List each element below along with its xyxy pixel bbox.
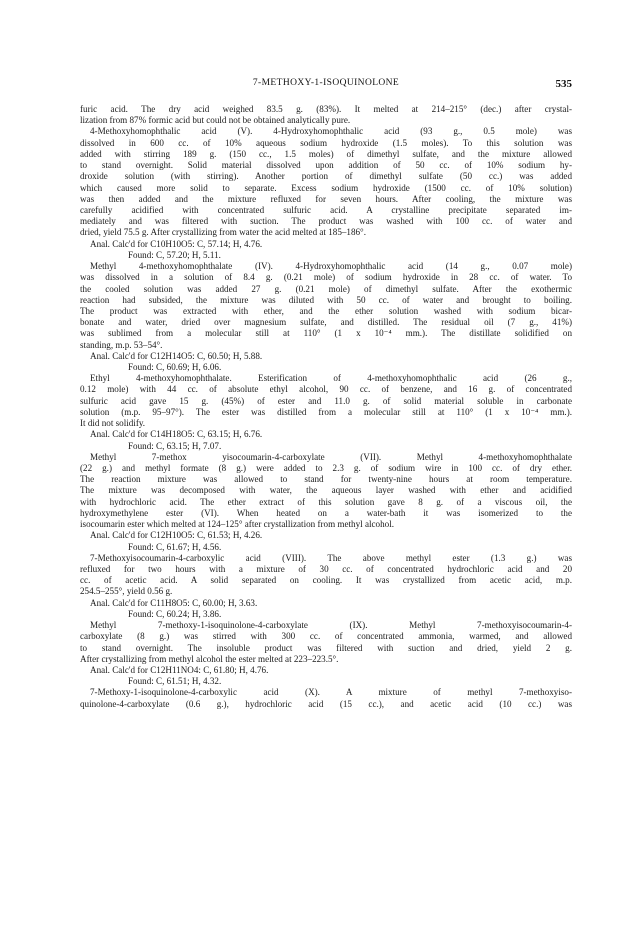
text-line: Anal. Calc'd for C14H18O5: C, 63.15; H, 6.76.	[90, 429, 263, 440]
text-line: Anal. Calc'd for C11H8O5: C, 60.00; H, 3.63.	[90, 597, 258, 608]
text-line: which caused more solid to separate. Excess sodium hydroxide (1500 cc. of 10% solution)	[80, 182, 572, 193]
text-line: was sublimed from a molecular still at 110° (1 x 10⁻⁴ mm.). The distillate solidified on	[80, 328, 572, 339]
text-line: The reaction mixture was allowed to stand for twenty-nine hours at room temperature.	[80, 474, 572, 485]
text-line: Found: C, 61.67; H, 4.56.	[128, 541, 222, 552]
text-line: furic acid. The dry acid weighed 83.5 g. (83%). It melted at 214–215° (dec.) after crystal-	[80, 104, 572, 114]
page-header	[80, 78, 572, 92]
text-line: reaction had subsided, the mixture was diluted with 50 cc. of water and brought to boiling.	[80, 294, 572, 305]
text-line: Methyl 7-methox yisocoumarin-4-carboxylate (VII). Methyl 4-methoxyhomophthalate	[90, 451, 572, 462]
text-line: quinolone-4-carboxylate (0.6 g.), hydrochloric acid (15 cc.), and acetic acid (10 cc.) was	[80, 698, 572, 709]
running-title: 7-METHOXY-1-ISOQUINOLONE	[252, 78, 400, 88]
text-line: mediately and was filtered with suction. The product was washed with 100 cc. of water and	[80, 216, 572, 227]
text-line: 7-Methoxy-1-isoquinolone-4-carboxylic acid (X). A mixture of methyl 7-methoxyiso-	[90, 687, 572, 698]
text-line: cc. of acetic acid. A solid separated on cooling. It was crystallized from acetic acid, m.p.	[80, 575, 572, 586]
text-line: Anal. Calc'd for C12H11NO4: C, 61.80; H, 4.76.	[90, 664, 269, 675]
text-line: isocoumarin ester which melted at 124–125° after crystallization from methyl alcohol.	[80, 519, 394, 530]
text-line: 4-Methoxyhomophthalic acid (V). 4-Hydroxyhomophthalic acid (93 g., 0.5 mole) was	[90, 126, 572, 137]
text-line: Methyl 4-methoxyhomophthalate (IV). 4-Hydroxyhomophthalic acid (14 g., 0.07 mole)	[90, 261, 572, 272]
text-line: 7-Methoxyisocoumarin-4-carboxylic acid (VIII). The above methyl ester (1.3 g.) was	[90, 552, 572, 563]
text-line: Found: C, 60.69; H, 6.06.	[128, 362, 222, 373]
text-line: (22 g.) and methyl formate (8 g.) were added to 2.3 g. of sodium wire in 100 cc. of dry ether.	[80, 463, 572, 473]
text-line: bonate and water, dried over magnesium sulfate, and distilled. The residual oil (7 g., 41%)	[80, 317, 572, 328]
text-line: added with stirring 189 g. (150 cc., 1.5 moles) of dimethyl sulfate, and the mixture allowed	[80, 148, 572, 159]
text-line: Found: C, 61.51; H, 4.32.	[128, 676, 222, 687]
text-line: Found: C, 60.24; H, 3.86.	[128, 608, 222, 619]
text-line: sulfuric acid gave 15 g. (45%) of ester and 11.0 g. of solid material soluble in carbonate	[80, 395, 572, 406]
text-line: Methyl 7-methoxy-1-isoquinolone-4-carboxylate (IX). Methyl 7-methoxyisocoumarin-4-	[90, 620, 572, 631]
text-line: 254.5–255°, yield 0.56 g.	[80, 586, 173, 597]
text-line: The mixture was decomposed with water, the aqueous layer washed with ether and acidified	[80, 485, 572, 496]
text-line: with hydrochloric acid. The ether extract of this solution gave 8 g. of a viscous oil, the	[80, 496, 572, 507]
text-line: After crystallizing from methyl alcohol the ester melted at 223–223.5°.	[80, 653, 339, 664]
text-line: Found: C, 63.15; H, 7.07.	[128, 440, 222, 451]
text-line: carefully acidified with concentrated sulfuric acid. A crystalline precipitate separated im-	[80, 204, 572, 215]
text-line: droxide solution (with stirring). Another portion of dimethyl sulfate (50 cc.) was added	[80, 171, 572, 182]
text-line: Ethyl 4-methoxyhomophthalate. Esterification of 4-methoxyhomophthalic acid (26 g.,	[90, 373, 572, 384]
text-line: the cooled solution was added 27 g. (0.21 mole) of dimethyl sulfate. After the exothermic	[80, 283, 572, 294]
text-line: dissolved in 600 cc. of 10% aqueous sodium hydroxide (1.5 moles). To this solution was	[80, 137, 572, 148]
text-line: lization from 87% formic acid but could not be obtained analytically pure.	[80, 115, 351, 126]
text-line: to stand overnight. The insoluble product was filtered with suction and dried, yield 2 g.	[80, 642, 572, 653]
text-line: dried, yield 75.5 g. After crystallizing from water the acid melted at 185–186°.	[80, 227, 366, 238]
text-line: It did not solidify.	[80, 418, 146, 429]
text-line: to stand overnight. Solid material dissolved upon addition of 50 cc. of 10% sodium hy-	[80, 160, 572, 171]
text-line: was dissolved in a solution of 8.4 g. (0.21 mole) of sodium hydroxide in 28 cc. of water. To	[80, 272, 572, 283]
page-number: 535	[555, 78, 572, 90]
text-line: hydroxymethylene ester (VI). When heated on a water-bath it was isomerized to the	[80, 507, 572, 518]
experimental-section-text	[80, 104, 572, 710]
text-line: Anal. Calc'd for C12H14O5: C, 60.50; H, 5.88.	[90, 350, 263, 361]
text-line: Anal. Calc'd for C10H10O5: C, 57.14; H, 4.76.	[90, 238, 263, 249]
text-line: 0.12 mole) with 44 cc. of absolute ethyl alcohol, 90 cc. of benzene, and 16 g. of concentrated	[80, 384, 572, 395]
text-line: carboxylate (8 g.) was stirred with 300 cc. of concentrated ammonia, warmed, and allowed	[80, 631, 572, 642]
text-line: refluxed for two hours with a mixture of 30 cc. of concentrated hydrochloric acid and 20	[80, 563, 572, 574]
text-line: solution (m.p. 95–97°). The ester was distilled from a molecular still at 110° (1 x 10⁻⁴ mm.).	[80, 406, 572, 417]
text-line: Anal. Calc'd for C12H10O5: C, 61.53; H, 4.26.	[90, 530, 263, 541]
text-line: standing, m.p. 53–54°.	[80, 339, 163, 350]
text-line: was then added and the mixture refluxed for seven hours. After cooling, the mixture was	[80, 193, 572, 204]
text-line: Found: C, 57.20; H, 5.11.	[128, 249, 221, 260]
text-line: The product was extracted with ether, and the ether solution washed with sodium bicar-	[80, 305, 572, 316]
